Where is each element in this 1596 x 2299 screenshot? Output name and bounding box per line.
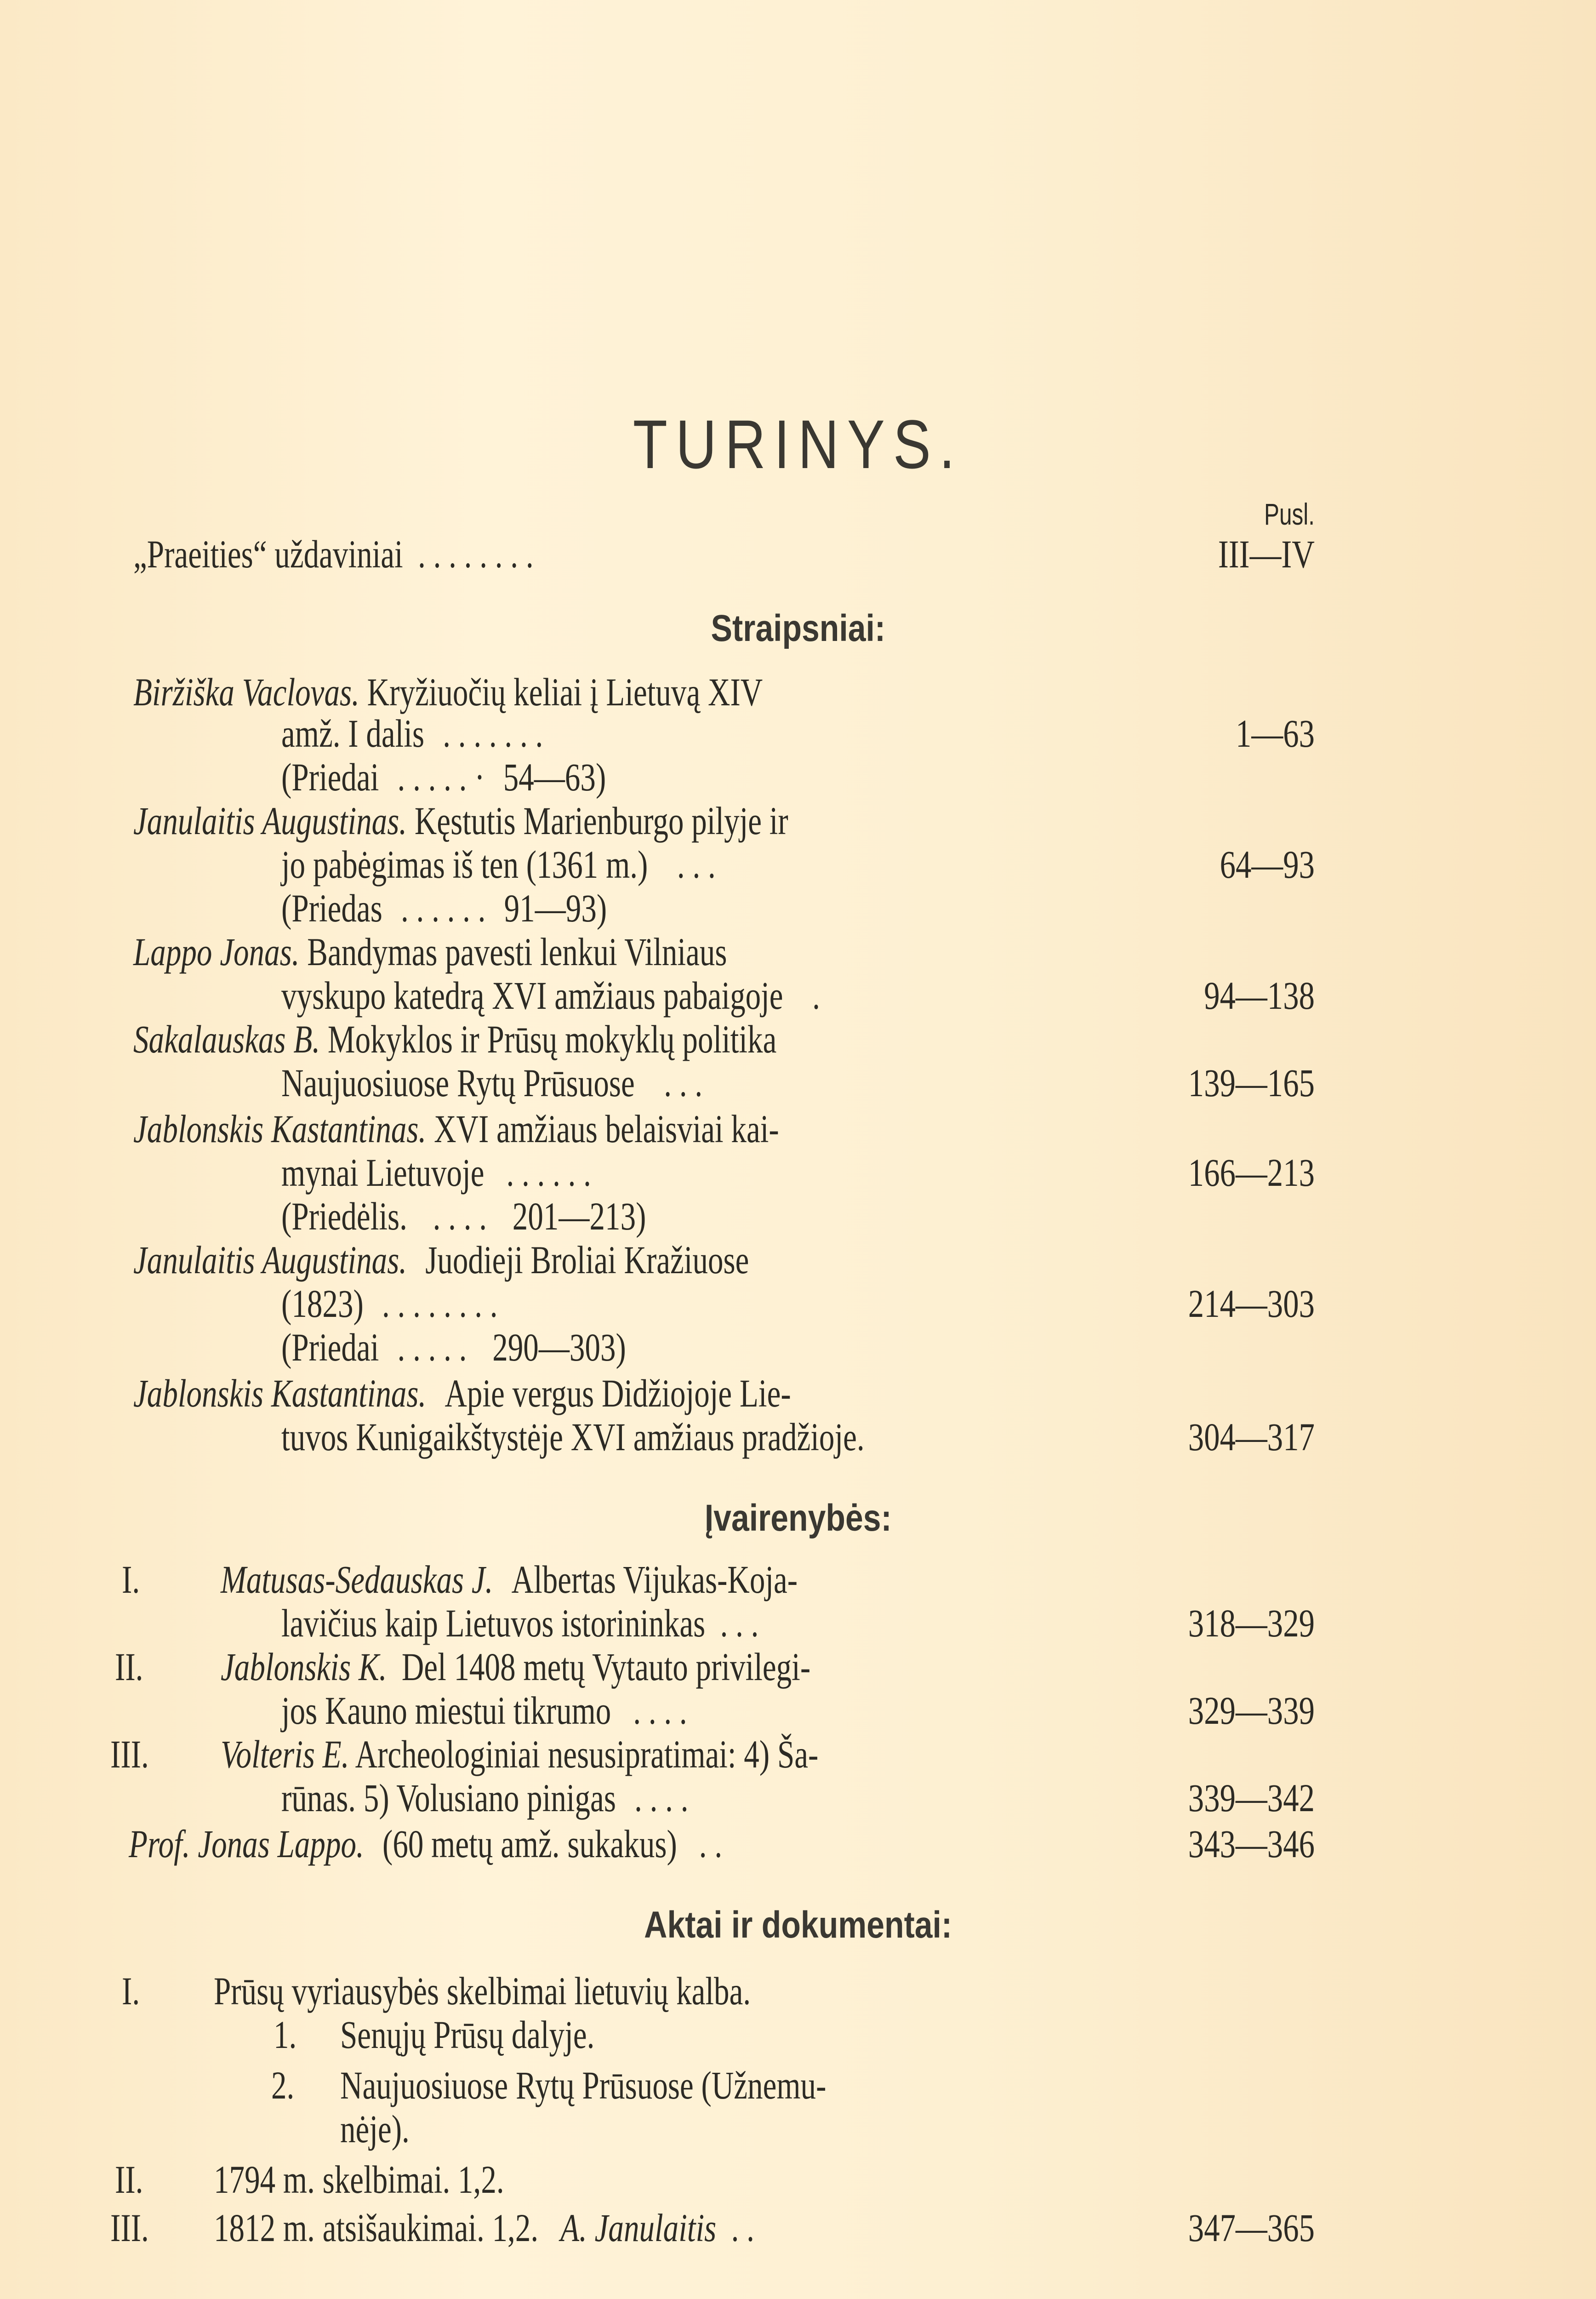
entry-author: Lappo Jonas.	[133, 930, 300, 974]
entry-author: A. Janulaitis	[560, 2206, 717, 2250]
toc-entry-cont: jo pabėgimas iš ten (1361 m.) . . .	[281, 842, 716, 886]
toc-entry-cont: rūnas. 5) Volusiano pinigas . . . .	[281, 1776, 689, 1820]
leader-dots: . . .	[664, 1061, 703, 1105]
entry-title: Apie vergus Didžiojoje Lie-	[445, 1371, 791, 1415]
page-range: 1—63	[1236, 711, 1315, 755]
entry-title: „Praeities“ uždaviniai	[133, 532, 403, 576]
entry-number: I.	[122, 1969, 140, 2013]
entry-title: 1812 m. atsišaukimai. 1,2.	[214, 2206, 539, 2250]
toc-entry[interactable]	[133, 1016, 776, 1062]
entry-author: Janulaitis Augustinas.	[133, 799, 407, 843]
entry-number: II.	[115, 2157, 143, 2202]
leader-dots: . . . .	[634, 1776, 689, 1820]
leader-dots: . . . . . . .	[443, 711, 543, 755]
entry-title: 1794 m. skelbimai. 1,2.	[214, 2157, 504, 2202]
entry-title: Juodieji Broliai Kražiuose	[425, 1238, 749, 1282]
page-range: 343—346	[1188, 1822, 1315, 1866]
toc-entry[interactable]	[129, 1821, 722, 1867]
toc-subentry: (Priedai . . . . . · 54—63)	[281, 755, 606, 799]
toc-entry[interactable]	[221, 1731, 818, 1777]
page-title: TURINYS.	[633, 406, 963, 483]
page-range: 339—342	[1188, 1776, 1315, 1820]
leader-dots: .	[812, 973, 820, 1018]
entry-title: Kryžiuočių keliai į Lietuvą XIV	[367, 670, 763, 714]
entry-author: Janulaitis Augustinas.	[133, 1238, 407, 1282]
section-heading-ivairenybes: Įvairenybės:	[704, 1497, 892, 1539]
toc-entry[interactable]	[340, 2012, 594, 2058]
entry-number: III.	[110, 1732, 149, 1776]
toc-entry-cont: (1823) . . . . . . . .	[281, 1281, 498, 1326]
toc-entry[interactable]	[214, 1968, 751, 2014]
toc-entry[interactable]	[133, 1370, 791, 1416]
entry-title: Del 1408 metų Vytauto privilegi-	[401, 1645, 811, 1689]
entry-author: Sakalauskas B.	[133, 1017, 320, 1061]
sub-page-range: 54—63)	[503, 755, 606, 799]
toc-subentry: (Priedas . . . . . . 91—93)	[281, 886, 607, 930]
entry-author: Jablonskis Kastantinas.	[133, 1371, 427, 1415]
leader-dots: . . . . . .	[506, 1150, 591, 1195]
leader-dots: . . .	[720, 1601, 759, 1645]
toc-subentry: (Priedėlis. . . . . 201—213)	[281, 1194, 646, 1238]
toc-entry-cont: tuvos Kunigaikštystėje XVI amžiaus pradžioje.	[281, 1415, 865, 1459]
page-range: 166—213	[1188, 1150, 1315, 1195]
toc-entry[interactable]	[133, 1106, 779, 1152]
toc-entry[interactable]	[133, 798, 788, 844]
sub-page-range: 201—213)	[512, 1194, 646, 1238]
page-range: 94—138	[1204, 973, 1315, 1018]
toc-entry[interactable]	[340, 2062, 826, 2108]
leader-dots: . .	[699, 1822, 723, 1866]
entry-title: Kęstutis Marienburgo pilyje ir	[414, 799, 788, 843]
sub-page-range: 91—93)	[504, 886, 607, 930]
entry-author: Volteris E.	[221, 1732, 349, 1776]
toc-entry-cont: mynai Lietuvoje . . . . . .	[281, 1150, 591, 1195]
page-range: III—IV	[1218, 532, 1315, 576]
page-range: 214—303	[1188, 1281, 1315, 1326]
toc-entry[interactable]	[133, 669, 763, 715]
toc-entry[interactable]	[214, 2205, 754, 2251]
toc-entry[interactable]	[133, 1237, 749, 1283]
entry-author: Jablonskis Kastantinas.	[133, 1107, 427, 1151]
toc-entry-cont: amž. I dalis . . . . . . .	[281, 711, 543, 755]
leader-dots: . . . .	[633, 1688, 687, 1733]
toc-entry-intro[interactable]	[133, 531, 534, 577]
leader-dots: . . .	[677, 842, 716, 886]
page-range: 139—165	[1188, 1061, 1315, 1105]
toc-entry-cont: lavičius kaip Lietuvos istorininkas . . .	[281, 1601, 759, 1645]
entry-title: (60 metų amž. sukakus)	[382, 1822, 677, 1866]
sub-page-range: 290—303)	[492, 1325, 626, 1369]
entry-title: Archeologiniai nesusipratimai: 4) Ša-	[355, 1732, 819, 1776]
entry-title: Albertas Vijukas-Koja-	[511, 1557, 798, 1601]
entry-title: Bandymas pavesti lenkui Vilniaus	[307, 930, 727, 974]
section-heading-aktai: Aktai ir dokumentai:	[644, 1904, 952, 1946]
entry-title: Prūsų vyriausybės skelbimai lietuvių kalba.	[214, 1969, 751, 2013]
entry-title: Naujuosiuose Rytų Prūsuose (Užnemu-	[340, 2063, 826, 2107]
entry-title: Senųjų Prūsų dalyje.	[340, 2013, 595, 2057]
entry-title: Mokyklos ir Prūsų mokyklų politika	[327, 1017, 777, 1061]
entry-number: 2.	[271, 2063, 295, 2107]
section-heading-straipsniai: Straipsniai:	[711, 607, 885, 649]
entry-author: Prof. Jonas Lappo.	[129, 1822, 364, 1866]
toc-entry-cont: nėje).	[340, 2107, 410, 2151]
page-column-header: Pusl.	[1264, 497, 1315, 531]
entry-author: Matusas-Sedauskas J.	[221, 1557, 493, 1601]
toc-entry[interactable]	[221, 1556, 798, 1602]
toc-entry-cont: vyskupo katedrą XVI amžiaus pabaigoje .	[281, 973, 820, 1018]
entry-number: I.	[122, 1557, 140, 1601]
entry-author: Biržiška Vaclovas.	[133, 670, 359, 714]
entry-number: III.	[110, 2206, 149, 2250]
leader-dots: . . . . . . . .	[418, 532, 534, 576]
page-range: 64—93	[1220, 842, 1315, 886]
entry-title: XVI amžiaus belaisviai kai-	[434, 1107, 779, 1151]
toc-entry[interactable]	[214, 2156, 504, 2202]
toc-entry-cont: jos Kauno miestui tikrumo . . . .	[281, 1688, 687, 1733]
page-range: 304—317	[1188, 1415, 1315, 1459]
leader-dots: . . . . . . . .	[382, 1281, 498, 1326]
toc-subentry: (Priedai . . . . . 290—303)	[281, 1325, 626, 1369]
leader-dots: . .	[731, 2206, 754, 2250]
toc-entry[interactable]	[133, 929, 727, 975]
entry-number: II.	[115, 1645, 143, 1689]
page-range: 318—329	[1188, 1601, 1315, 1645]
page-range: 329—339	[1188, 1688, 1315, 1733]
page-range: 347—365	[1188, 2206, 1315, 2250]
entry-number: 1.	[274, 2013, 297, 2057]
toc-entry[interactable]	[221, 1644, 810, 1690]
entry-author: Jablonskis K.	[221, 1645, 387, 1689]
toc-entry-cont: Naujuosiuose Rytų Prūsuose . . .	[281, 1061, 703, 1105]
